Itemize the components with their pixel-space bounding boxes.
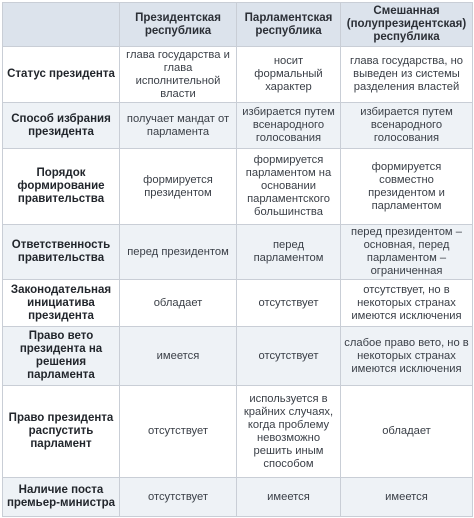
table-row [3, 103, 473, 149]
header-corner-cell [3, 3, 120, 47]
row-header: Порядок формирование правительства [3, 149, 120, 225]
row-header: Ответственность правительства [3, 225, 120, 280]
table-cell: избирается путем всенародного голосования [237, 103, 341, 149]
table-cell: формируется президентом [120, 149, 237, 225]
table-cell: перед парламентом [237, 225, 341, 280]
header-row [3, 3, 473, 47]
table-cell: глава государства и глава исполнительной власти [120, 47, 237, 103]
table-cell: отсутствует [237, 280, 341, 327]
table-row [3, 225, 473, 280]
table-row [3, 478, 473, 517]
row-header: Право вето президента на решения парламента [3, 327, 120, 386]
table-cell: используется в крайних случаях, когда проблему невозможно решить иным способом [237, 386, 341, 478]
table-cell: отсутствует [237, 327, 341, 386]
table-cell: отсутствует [120, 478, 237, 517]
table-row [3, 386, 473, 478]
table-cell: имеется [120, 327, 237, 386]
table-cell: получает мандат от парламента [120, 103, 237, 149]
table-cell: формируется парламентом на основании парламентского большинства [237, 149, 341, 225]
comparison-table [2, 2, 473, 517]
table-cell: носит формальный характер [237, 47, 341, 103]
table-cell: формируется совместно президентом и парламентом [341, 149, 473, 225]
table-cell: глава государства, но выведен из системы разделения властей [341, 47, 473, 103]
header-parliamentary: Парламентская республика [237, 3, 341, 47]
table-row [3, 280, 473, 327]
table-row [3, 47, 473, 103]
header-mixed: Смешанная (полупрезидентская) республика [341, 3, 473, 47]
table-row [3, 327, 473, 386]
table-cell: обладает [120, 280, 237, 327]
table-cell: имеется [341, 478, 473, 517]
table-cell: перед президентом – основная, перед парламентом – ограниченная [341, 225, 473, 280]
row-header: Статус президента [3, 47, 120, 103]
table-cell: отсутствует [120, 386, 237, 478]
table-cell: обладает [341, 386, 473, 478]
row-header: Законодательная инициатива президента [3, 280, 120, 327]
row-header: Способ избрания президента [3, 103, 120, 149]
table-cell: имеется [237, 478, 341, 517]
table-cell: перед президентом [120, 225, 237, 280]
table-row [3, 149, 473, 225]
table-cell: избирается путем всенародного голосования [341, 103, 473, 149]
table-cell: слабое право вето, но в некоторых странах имеются исключения [341, 327, 473, 386]
row-header: Наличие поста премьер-министра [3, 478, 120, 517]
row-header: Право президента распустить парламент [3, 386, 120, 478]
table-cell: отсутствует, но в некоторых странах имеются исключения [341, 280, 473, 327]
header-presidential: Президентская республика [120, 3, 237, 47]
